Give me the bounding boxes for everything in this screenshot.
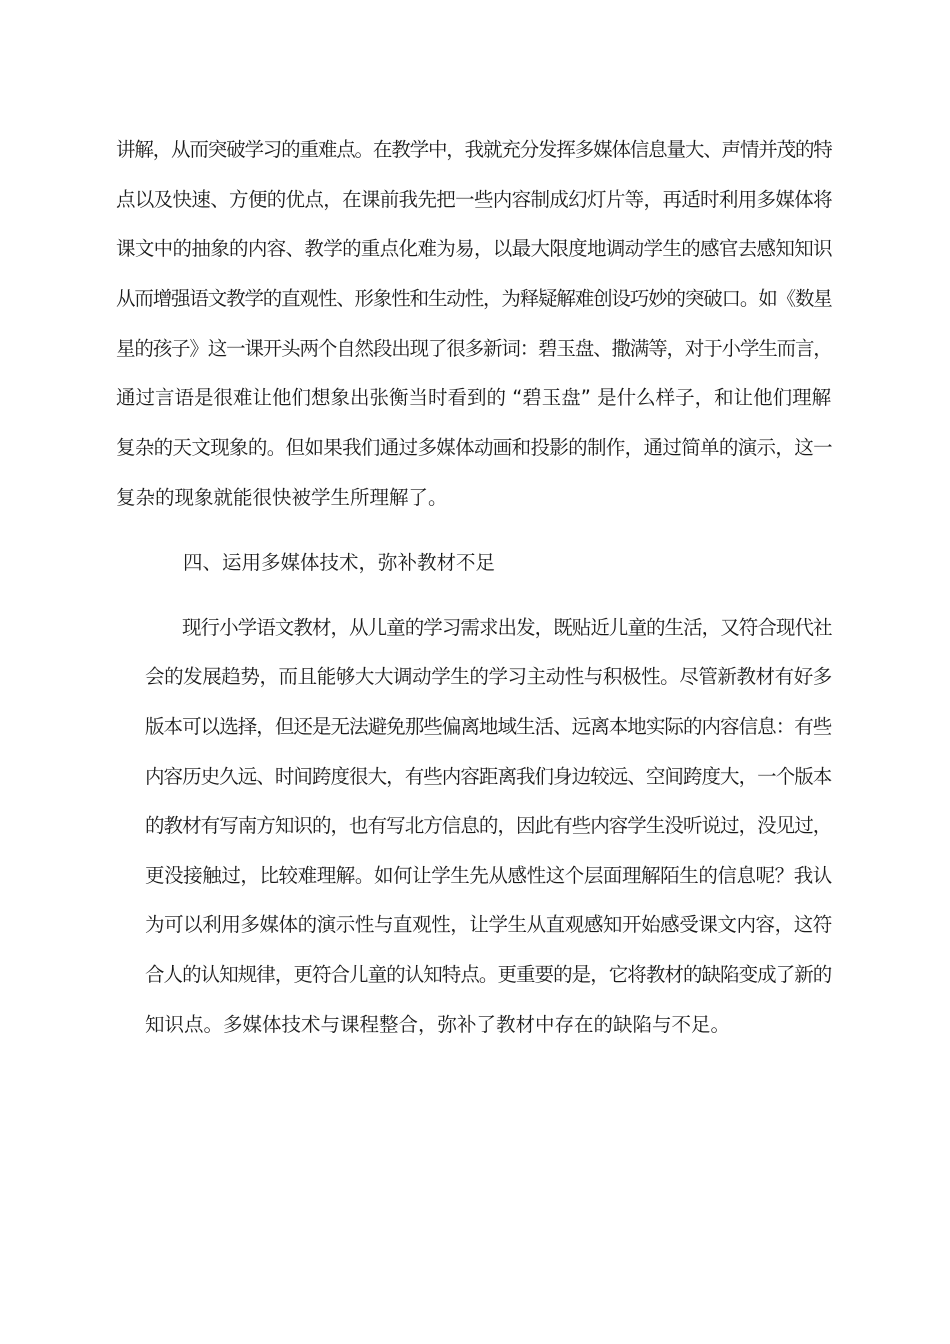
text-line: 讲解，从而突破学习的重难点。在教学中，我就充分发挥多媒体信息量大、声情并茂的特 — [116, 138, 832, 161]
text-line: 现行小学语文教材，从儿童的学习需求出发，既贴近儿童的生活，又符合现代社 — [182, 616, 832, 639]
text-line: 课文中的抽象的内容、教学的重点化难为易，以最大限度地调动学生的感官去感知知识 — [116, 237, 832, 260]
text-line: 复杂的天文现象的。但如果我们通过多媒体动画和投影的制作，通过简单的演示，这一 — [116, 436, 832, 459]
text-line: 为可以利用多媒体的演示性与直观性，让学生从直观感知开始感受课文内容，这符 — [145, 913, 832, 936]
text-line: 的教材有写南方知识的，也有写北方信息的，因此有些内容学生没听说过，没见过， — [145, 814, 832, 837]
text-line: 通过言语是很难让他们想象出张衡当时看到的 “碧玉盘” 是什么样子，和让他们理解 — [116, 386, 832, 409]
text-line: 更没接触过，比较难理解。如何让学生先从感性这个层面理解陌生的信息呢？我认 — [145, 864, 832, 887]
text-line: 版本可以选择，但还是无法避免那些偏离地域生活、远离本地实际的内容信息：有些 — [145, 715, 832, 738]
text-line: 内容历史久远、时间跨度很大，有些内容距离我们身边较远、空间跨度大，一个版本 — [145, 765, 832, 788]
text-line: 点以及快速、方便的优点，在课前我先把一些内容制成幻灯片等，再适时利用多媒体将 — [116, 188, 832, 211]
text-line: 从而增强语文教学的直观性、形象性和生动性，为释疑解难创设巧妙的突破口。如《数星 — [116, 287, 832, 310]
section-heading: 四、运用多媒体技术，弥补教材不足 — [183, 551, 496, 574]
text-line: 知识点。多媒体技术与课程整合，弥补了教材中存在的缺陷与不足。 — [145, 1013, 731, 1036]
text-line: 会的发展趋势，而且能够大大调动学生的学习主动性与积极性。尽管新教材有好多 — [145, 665, 832, 688]
text-line: 星的孩子》这一课开头两个自然段出现了很多新词：碧玉盘、撒满等，对于小学生而言， — [116, 337, 832, 360]
text-line: 合人的认知规律，更符合儿童的认知特点。更重要的是，它将教材的缺陷变成了新的 — [145, 963, 832, 986]
text-line: 复杂的现象就能很快被学生所理解了。 — [116, 486, 448, 509]
